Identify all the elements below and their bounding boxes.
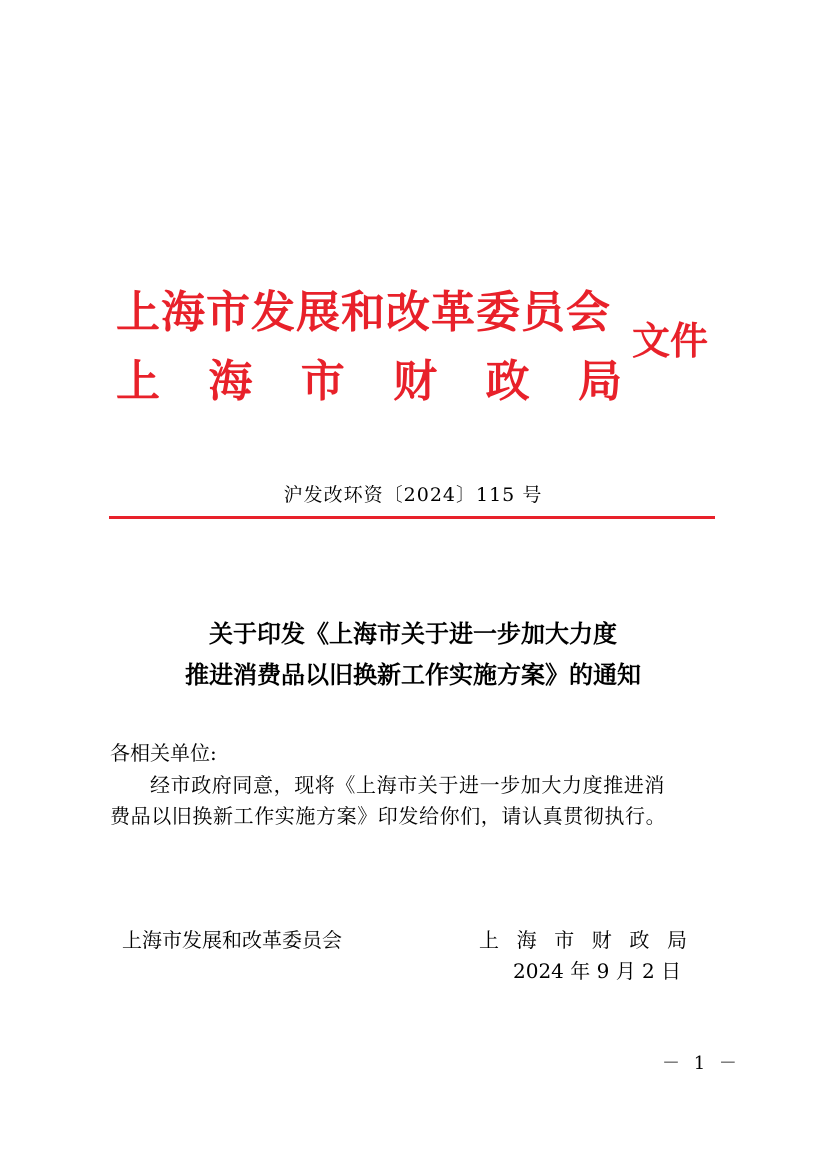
signature-char: 海 <box>516 928 537 952</box>
signature-ndrc: 上海市发展和改革委员会 <box>122 928 342 952</box>
signature-char: 上 <box>479 928 499 952</box>
issuer-name-ndrc: 上海市发展和改革委员会 <box>116 287 611 338</box>
signature-char: 财 <box>591 928 612 952</box>
issuer-char: 局 <box>577 356 622 407</box>
signature-char: 局 <box>666 928 687 952</box>
signature-finance-bureau <box>479 924 687 953</box>
issuer-char: 财 <box>393 356 438 407</box>
issuer-char: 海 <box>208 356 253 407</box>
document-title-line-2: 推进消费品以旧换新工作实施方案》的通知 <box>185 660 641 689</box>
signature-char: 政 <box>629 928 650 952</box>
issuer-char: 市 <box>300 356 345 407</box>
issuer-char: 上 <box>116 356 160 407</box>
body-paragraph-line-2: 费品以旧换新工作实施方案》印发给你们，请认真贯彻执行。 <box>110 804 667 828</box>
issuer-name-finance-bureau <box>116 345 622 409</box>
salutation: 各相关单位: <box>110 741 217 765</box>
issuer-char: 政 <box>485 356 530 407</box>
document-type-label: 文件 <box>632 318 709 363</box>
issue-date: 2024 年 9 月 2 日 <box>513 959 682 983</box>
signature-char: 市 <box>554 928 575 952</box>
page-number: － 1 － <box>662 1053 741 1074</box>
body-paragraph-line-1: 经市政府同意，现将《上海市关于进一步加大力度推进消 <box>150 773 665 797</box>
red-separator-line <box>109 516 715 519</box>
document-number: 沪发改环资〔2024〕115 号 <box>283 484 543 506</box>
document-title-line-1: 关于印发《上海市关于进一步加大力度 <box>209 619 617 648</box>
